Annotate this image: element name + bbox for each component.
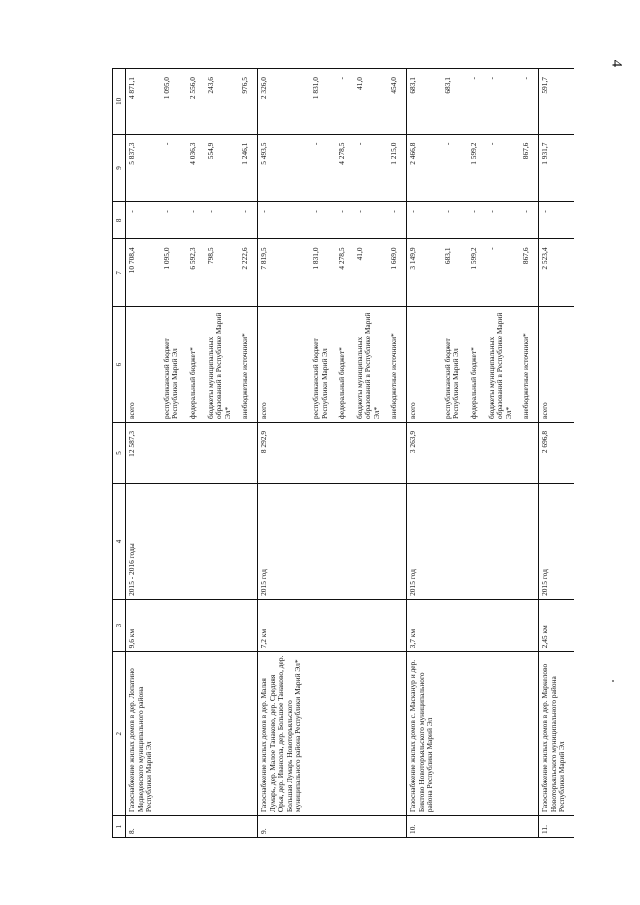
item-name: Газоснабжение жилых домов в дер. Малая Лумарь, дер. Малое Танаково, дер. Средняя Орья, дер. Ивансола, дер. Большое Танаково, дер. Большая Лумарь Новоторъяльского муниципального района Республики Марий Эл* <box>257 652 309 816</box>
value-col-7: 6 592,3 <box>187 239 205 307</box>
value-col-9: 1 246,1 <box>239 134 257 202</box>
item-total-cont <box>388 422 406 483</box>
table-row-source <box>161 69 187 838</box>
value-col-10: 591,7 <box>539 69 574 135</box>
item-name-cont <box>239 652 257 816</box>
item-length-cont <box>486 599 521 651</box>
item-total: 8 292,9 <box>257 422 309 483</box>
item-length: 3,7 км <box>407 599 442 651</box>
funding-source: бюджеты муниципальных образований в Республике Марий Эл* <box>486 307 521 423</box>
table-row-item <box>539 69 574 838</box>
item-total-cont <box>520 422 538 483</box>
item-period-cont <box>310 484 336 600</box>
value-col-7: 798,5 <box>205 239 240 307</box>
value-col-7: 41,0 <box>354 239 389 307</box>
funding-source: внебюджетные источники* <box>520 307 538 423</box>
item-name-cont <box>354 652 389 816</box>
item-number: 10. <box>407 816 442 838</box>
value-col-7: 3 149,9 <box>407 239 442 307</box>
item-length: 9,6 км <box>126 599 161 651</box>
value-col-10: 2 556,0 <box>187 69 205 135</box>
item-period: 2015 год <box>407 484 442 600</box>
value-col-10: 2 326,0 <box>257 69 309 135</box>
item-number-cont <box>388 816 406 838</box>
header-col-5: 5 <box>113 422 126 483</box>
value-col-8: - <box>354 202 389 239</box>
header-col-7: 7 <box>113 239 126 307</box>
value-col-10: 1 831,0 <box>310 69 336 135</box>
item-total-cont <box>205 422 240 483</box>
value-col-8: - <box>187 202 205 239</box>
item-period-cont <box>468 484 486 600</box>
item-number: 9. <box>257 816 309 838</box>
value-col-8: - <box>407 202 442 239</box>
value-col-10: - <box>520 69 538 135</box>
item-total-cont <box>354 422 389 483</box>
item-total-cont <box>442 422 468 483</box>
item-length: 7,2 км <box>257 599 309 651</box>
value-col-7: 2 523,4 <box>539 239 574 307</box>
value-col-7: 10 708,4 <box>126 239 161 307</box>
value-col-8: - <box>310 202 336 239</box>
item-total: 2 696,8 <box>539 422 574 483</box>
item-name-cont <box>388 652 406 816</box>
value-col-9: - <box>486 134 521 202</box>
funding-source: федеральный бюджет* <box>187 307 205 423</box>
table-row-item <box>257 69 309 838</box>
funding-source: федеральный бюджет* <box>336 307 354 423</box>
value-col-10: - <box>336 69 354 135</box>
item-name-cont <box>310 652 336 816</box>
value-col-8: - <box>239 202 257 239</box>
value-col-7: 1 095,0 <box>161 239 187 307</box>
value-col-8: - <box>442 202 468 239</box>
item-total-cont <box>468 422 486 483</box>
item-name-cont <box>442 652 468 816</box>
value-col-9: 1 599,2 <box>468 134 486 202</box>
value-col-8: - <box>388 202 406 239</box>
item-number: 11. <box>539 816 574 838</box>
item-period-cont <box>205 484 240 600</box>
value-col-9: 4 278,5 <box>336 134 354 202</box>
item-name-cont <box>486 652 521 816</box>
item-period: 2015 - 2016 годы <box>126 484 161 600</box>
value-col-10: 683,1 <box>407 69 442 135</box>
item-name-cont <box>205 652 240 816</box>
funding-source: всего <box>126 307 161 423</box>
item-period-cont <box>187 484 205 600</box>
table-row-source <box>310 69 336 838</box>
item-number-cont <box>486 816 521 838</box>
value-col-10: 976,5 <box>239 69 257 135</box>
item-length-cont <box>239 599 257 651</box>
item-total-cont <box>187 422 205 483</box>
value-col-7: 1 599,2 <box>468 239 486 307</box>
funding-source: внебюджетные источники* <box>388 307 406 423</box>
item-length-cont <box>205 599 240 651</box>
value-col-10: - <box>486 69 521 135</box>
item-total: 12 587,3 <box>126 422 161 483</box>
value-col-8: - <box>520 202 538 239</box>
value-col-8: - <box>257 202 309 239</box>
value-col-7: - <box>486 239 521 307</box>
value-col-9: 867,6 <box>520 134 538 202</box>
table-row-source <box>239 69 257 838</box>
value-col-8: - <box>468 202 486 239</box>
item-total: 3 263,9 <box>407 422 442 483</box>
table-row-source <box>354 69 389 838</box>
header-col-2: 2 <box>113 652 126 816</box>
value-col-9: 5 837,3 <box>126 134 161 202</box>
item-total-cont <box>310 422 336 483</box>
rotated-table-area <box>112 68 567 838</box>
funding-source: бюджеты муниципальных образований в Республике Марий Эл* <box>205 307 240 423</box>
value-col-7: 867,6 <box>520 239 538 307</box>
item-number-cont <box>336 816 354 838</box>
page-number: 4 <box>608 59 625 68</box>
value-col-9: 554,9 <box>205 134 240 202</box>
item-name-cont <box>520 652 538 816</box>
item-length-cont <box>354 599 389 651</box>
item-length-cont <box>336 599 354 651</box>
value-col-9: - <box>354 134 389 202</box>
item-total-cont <box>486 422 521 483</box>
table-rotator <box>112 68 567 838</box>
table-body <box>126 69 574 838</box>
item-length-cont <box>468 599 486 651</box>
table-row-source <box>205 69 240 838</box>
table-header <box>113 69 126 838</box>
value-col-7: 683,1 <box>442 239 468 307</box>
item-name-cont <box>187 652 205 816</box>
item-number-cont <box>187 816 205 838</box>
value-col-9: 1 931,7 <box>539 134 574 202</box>
value-col-10: 454,0 <box>388 69 406 135</box>
header-col-8: 8 <box>113 202 126 239</box>
item-number-cont <box>468 816 486 838</box>
value-col-10: 4 871,1 <box>126 69 161 135</box>
item-name: Газоснабжение жилых домов в дер. Маркелово Новоторъяльского муниципального района Республики Марий Эл <box>539 652 574 816</box>
item-name-cont <box>468 652 486 816</box>
item-length-cont <box>187 599 205 651</box>
item-length-cont <box>310 599 336 651</box>
table-row-item <box>407 69 442 838</box>
value-col-8: - <box>336 202 354 239</box>
program-table <box>112 68 574 838</box>
value-col-10: 1 095,0 <box>161 69 187 135</box>
value-col-8: - <box>126 202 161 239</box>
header-col-4: 4 <box>113 484 126 600</box>
value-col-7: 7 819,5 <box>257 239 309 307</box>
item-number-cont <box>310 816 336 838</box>
funding-source: всего <box>407 307 442 423</box>
item-period-cont <box>161 484 187 600</box>
value-col-7: 1 831,0 <box>310 239 336 307</box>
item-number: 8. <box>126 816 161 838</box>
header-col-3: 3 <box>113 599 126 651</box>
item-period-cont <box>442 484 468 600</box>
item-period: 2015 год <box>539 484 574 600</box>
header-col-10: 10 <box>113 69 126 135</box>
funding-source: республиканский бюджет Республики Марий Эл <box>442 307 468 423</box>
table-row-source <box>520 69 538 838</box>
value-col-9: 4 036,3 <box>187 134 205 202</box>
funding-source: федеральный бюджет* <box>468 307 486 423</box>
table-row-source <box>442 69 468 838</box>
item-period-cont <box>336 484 354 600</box>
item-period: 2015 год <box>257 484 309 600</box>
item-length-cont <box>388 599 406 651</box>
value-col-7: 1 669,0 <box>388 239 406 307</box>
table-row-source <box>486 69 521 838</box>
item-period-cont <box>239 484 257 600</box>
item-total-cont <box>161 422 187 483</box>
header-col-6: 6 <box>113 307 126 423</box>
header-col-9: 9 <box>113 134 126 202</box>
funding-source: внебюджетные источники* <box>239 307 257 423</box>
table-row-source <box>388 69 406 838</box>
item-number-cont <box>239 816 257 838</box>
value-col-9: 1 215,0 <box>388 134 406 202</box>
value-col-8: - <box>161 202 187 239</box>
item-name-cont <box>336 652 354 816</box>
scan-speck <box>612 680 614 682</box>
funding-source: республиканский бюджет Республики Марий Эл <box>310 307 336 423</box>
value-col-10: 243,6 <box>205 69 240 135</box>
funding-source: всего <box>539 307 574 423</box>
item-length: 2,45 км <box>539 599 574 651</box>
table-row-source <box>187 69 205 838</box>
header-row <box>113 69 126 838</box>
item-name-cont <box>161 652 187 816</box>
value-col-7: 2 222,6 <box>239 239 257 307</box>
item-number-cont <box>520 816 538 838</box>
value-col-8: - <box>205 202 240 239</box>
value-col-9: - <box>310 134 336 202</box>
table-row-item <box>126 69 161 838</box>
item-period-cont <box>354 484 389 600</box>
value-col-10: 41,0 <box>354 69 389 135</box>
item-name: Газоснабжение жилых домов с. Масканур и дер. Биктово Новоторъяльского муниципального района Республики Марий Эл <box>407 652 442 816</box>
table-row-source <box>336 69 354 838</box>
value-col-8: - <box>486 202 521 239</box>
item-number-cont <box>354 816 389 838</box>
value-col-10: 683,1 <box>442 69 468 135</box>
value-col-9: - <box>161 134 187 202</box>
value-col-9: 2 466,8 <box>407 134 442 202</box>
funding-source: всего <box>257 307 309 423</box>
value-col-10: - <box>468 69 486 135</box>
item-total-cont <box>239 422 257 483</box>
table-row-source <box>468 69 486 838</box>
item-number-cont <box>161 816 187 838</box>
item-period-cont <box>388 484 406 600</box>
funding-source: республиканский бюджет Республики Марий Эл <box>161 307 187 423</box>
value-col-8: - <box>539 202 574 239</box>
item-period-cont <box>520 484 538 600</box>
item-total-cont <box>336 422 354 483</box>
item-length-cont <box>161 599 187 651</box>
item-number-cont <box>442 816 468 838</box>
item-period-cont <box>486 484 521 600</box>
value-col-9: - <box>442 134 468 202</box>
value-col-9: 5 493,5 <box>257 134 309 202</box>
item-length-cont <box>520 599 538 651</box>
item-number-cont <box>205 816 240 838</box>
funding-source: бюджеты муниципальных образований в Республике Марий Эл* <box>354 307 389 423</box>
header-col-1: 1 <box>113 816 126 838</box>
item-length-cont <box>442 599 468 651</box>
value-col-7: 4 278,5 <box>336 239 354 307</box>
item-name: Газоснабжение жилых домов в дер. Лопатино Медведевского муниципального района Республики Марий Эл <box>126 652 161 816</box>
